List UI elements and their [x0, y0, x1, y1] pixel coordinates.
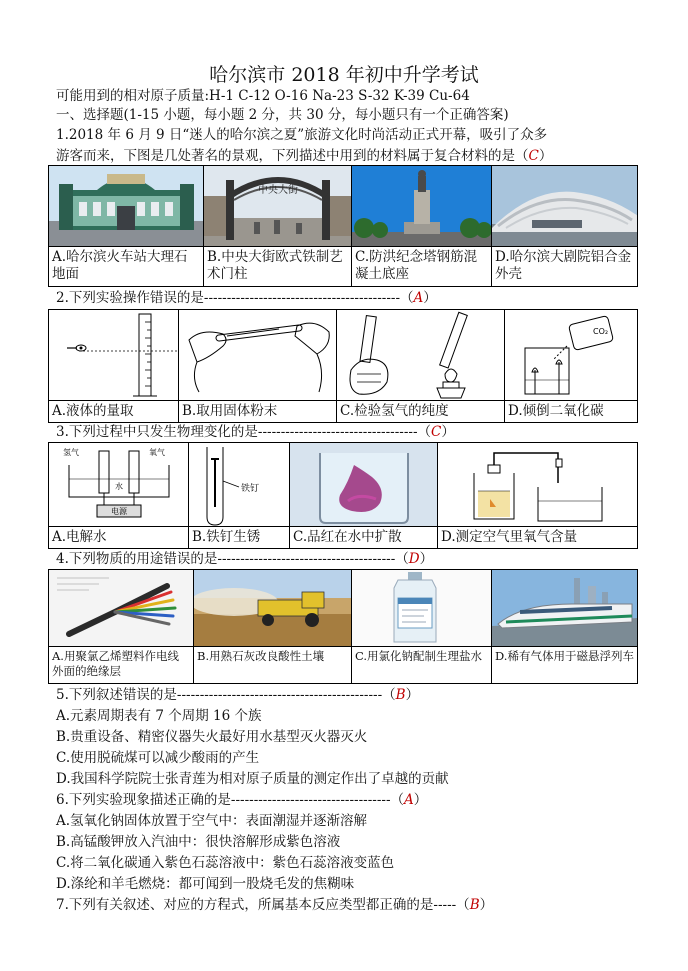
q5-option-a: A.元素周期表有 7 个周期 16 个族 [56, 708, 262, 724]
q1-caption-c: C.防洪纪念塔钢筋混凝土底座 [355, 249, 478, 282]
q7-answer: B [469, 897, 480, 913]
pour-co2-drawing [505, 310, 638, 400]
q2-caption-c: C.检验氢气的纯度 [340, 403, 449, 419]
q2-text: 2.下列实验操作错误的是-------------------------------------------（A） [56, 290, 437, 306]
q3-image-c [290, 443, 438, 527]
q5-option-d: D.我国科学院院士张青莲为相对原子质量的测定作出了卓越的贡献 [56, 771, 449, 787]
q6-answer: A [404, 792, 414, 808]
q2-image-d [505, 310, 638, 401]
q1-image-d [492, 166, 638, 247]
o2-label: 氧气 [149, 448, 165, 457]
q3-caption-d: D.测定空气里氧气含量 [441, 529, 578, 545]
powder-tube-drawing [179, 310, 337, 400]
q6-option-b: B.高锰酸钾放入汽油中：很快溶解形成紫色溶液 [56, 834, 341, 850]
section-heading: 一、选择题(1-15 小题，每小题 2 分，共 30 分，每小题只有一个正确答案) [56, 107, 509, 123]
q7-text: 7.下列有关叙述、对应的方程式，所属基本反应类型都正确的是-----（B） [56, 897, 494, 913]
q1-text-line2: 游客而来，下图是几处著名的景观，下列描述中用到的材料属于复合材料的是（C） [56, 148, 553, 164]
q4-caption-c: C.用氯化钠配制生理盐水 [355, 649, 483, 663]
q1-image-table [48, 165, 638, 287]
q1-image-c [352, 166, 492, 247]
co2-label: CO₂ [593, 327, 609, 336]
nail-rust-drawing [189, 443, 290, 526]
q2-caption-d: D.倾倒二氧化碳 [508, 403, 604, 419]
q2-caption-a: A.液体的量取 [52, 403, 134, 419]
q4-image-b [194, 570, 352, 647]
q3-answer: C [431, 424, 442, 440]
h2-label: 氢气 [63, 448, 79, 457]
q2-caption-b: B.取用固体粉末 [182, 403, 278, 419]
q6-option-d: D.涤纶和羊毛燃烧：都可闻到一股烧毛发的焦糊味 [56, 876, 355, 892]
q3-caption-b: B.铁钉生锈 [192, 529, 261, 545]
graduated-cylinder-drawing [49, 310, 179, 400]
q3-caption-a: A.电解水 [52, 529, 107, 545]
q6-option-c: C.将二氧化碳通入紫色石蕊溶液中：紫色石蕊溶液变蓝色 [56, 855, 395, 871]
hydrogen-purity-drawing [337, 310, 505, 400]
q4-image-table [48, 569, 638, 684]
q6-text: 6.下列实验现象描述正确的是-----------------------------------（A） [56, 792, 428, 808]
railway-station-image [49, 166, 204, 246]
q5-option-b: B.贵重设备、精密仪器失火最好用水基型灭火器灭火 [56, 729, 368, 745]
q1-caption-d: D.哈尔滨大剧院铝合金外壳 [495, 249, 632, 282]
atomic-masses: 可能用到的相对原子质量:H-1 C-12 O-16 Na-23 S-32 K-39 Cu-64 [56, 88, 470, 104]
q4-image-c [352, 570, 492, 647]
q3-image-table [48, 442, 638, 549]
q1-image-a [49, 166, 204, 247]
q5-answer: B [395, 687, 406, 703]
maglev-train-image [492, 570, 638, 646]
q6-option-a: A.氢氧化钠固体放置于空气中：表面潮湿并逐渐溶解 [56, 813, 368, 829]
gate-sign-text: 中央大街 [258, 185, 298, 196]
page-title: 哈尔滨市 2018 年初中升学考试 [209, 64, 479, 86]
q2-image-c [337, 310, 505, 401]
cable-image [49, 570, 194, 646]
q4-caption-d: D.稀有气体用于磁悬浮列车 [495, 649, 634, 663]
q2-image-table [48, 309, 638, 423]
q1-text-line1: 1.2018 年 6 月 9 日“迷人的哈尔滨之夏”旅游文化时尚活动正式开幕，吸引了众多 [56, 127, 548, 143]
q3-image-a [49, 443, 189, 527]
q1-caption-a: A.哈尔滨火车站大理石地面 [52, 249, 188, 282]
q2-answer: A [413, 290, 424, 306]
q2-image-b [179, 310, 337, 401]
q4-text: 4.下列物质的用途错误的是---------------------------------------（D） [56, 551, 434, 567]
q4-caption-a: A.用聚氯乙烯塑料作电线外面的绝缘层 [52, 649, 179, 678]
saline-bottle-image [352, 570, 492, 646]
grand-theatre-image [492, 166, 638, 246]
q5-option-c: C.使用脱硫煤可以减少酸雨的产生 [56, 750, 260, 766]
water-label: 水 [115, 482, 123, 491]
dye-diffusion-photo [290, 443, 438, 526]
q2-image-a [49, 310, 179, 401]
q4-answer: D [408, 551, 420, 567]
lime-spreading-image [194, 570, 352, 646]
power-label: 电源 [111, 507, 127, 516]
electrolysis-drawing [49, 443, 189, 526]
q1-image-b [204, 166, 352, 247]
q3-image-d [438, 443, 638, 527]
q1-caption-b: B.中央大街欧式铁制艺术门柱 [207, 249, 343, 282]
oxygen-content-drawing [438, 443, 638, 526]
q4-image-a [49, 570, 194, 647]
q4-caption-b: B.用熟石灰改良酸性土壤 [197, 649, 325, 663]
q3-text: 3.下列过程中只发生物理变化的是-----------------------------------（C） [56, 424, 455, 440]
iron-gate-image [204, 166, 352, 246]
q3-caption-c: C.品红在水中扩散 [293, 529, 402, 545]
nail-label: 铁钉 [241, 484, 260, 494]
q5-text: 5.下列叙述错误的是---------------------------------------------（B） [56, 687, 420, 703]
q1-answer: C [528, 148, 539, 164]
flood-tower-image [352, 166, 492, 246]
q4-image-d [492, 570, 638, 647]
q3-image-b [189, 443, 290, 527]
